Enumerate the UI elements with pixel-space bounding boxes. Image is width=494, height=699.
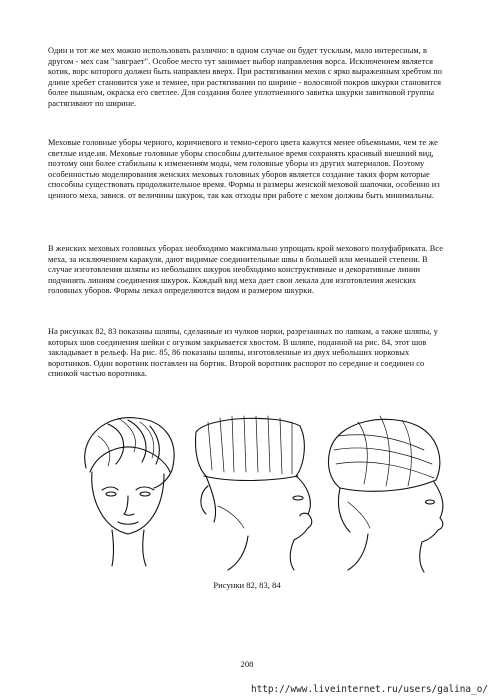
- paragraph-figure-description: На рисунках 82, 83 показаны шляпы, сделанные из чулков норки, разрезанных по лапкам, а также шляпы, у которых шов соединения шейки с огузком закрывается хвостом. В шляпе, поданной на рис. 84, этот шов закладывает в рельеф. На рис. 85, 86 показаны шляпы, изготовленные из двух небольших норковых воротников. Один воротник поставлен на бортик. Второй воротник распорот по середине и соединен со спинкой частью воротника.: [48, 327, 438, 379]
- figure-caption: Рисунки 82, 83, 84: [213, 580, 281, 590]
- paragraph-fur-direction: Один и тот же мех можно использовать различно: в одном случае он будет тусклым, мало интересным, в другом - мех сам "завграет". Особое место тут занимает выбор направления ворса. Исключением является котик, ворс которого должен быть направлен вверх. При растягивании мехов с ярко выраженным хребтом по длине хребет становится уже и темнее, при растягивании по ширине - волосяной покров шкурки становится более пышным, окраска его светлее. Для создания более уплотненного завитка шкурки завитковой группы растягивают по ширине.: [48, 46, 442, 108]
- hats-illustration: [68, 406, 448, 576]
- page-number: 208: [240, 659, 254, 669]
- watermark-url: http://www.liveinternet.ru/users/galina_o/: [250, 684, 488, 695]
- paragraph-hat-colors: Меховые головные уборы черного, коричневого и темно-серого цвета кажутся менее объемными, чем те же светлые изде.ия. Меховые головные уборы способны длительное время сохранять красивый внешний вид, поэтому они более стабильны к изменениям моды, чем головные уборы из других материалов. Поэтому особенностью моделирования женских меховых головных уборов является создание таких форм которые способны существовать продолжительное время. Формы и размеры женской меховой шапочки, особенно из ценного меха, завися. от величины шкурок, так как отходы при работе с мехом должны быть минимальны.: [48, 138, 440, 200]
- paragraph-cutting: В женских меховых головных уборах необходимо максимально упрощать крой мехового полуфабриката. Все меха, за исключением каракуля, дают видимые соединительные швы в большей или меньшей степени. В случае изготовления шляпы из небольших шкурок необходимо конструктивные и декоративные линии подчинять линиям соединения шкурок. Каждый вид меха дает свои лекала для изготовления женских головных уборов. Формы лекал определяются видом и размером шкурки.: [48, 244, 443, 296]
- turban-front-figure: [85, 418, 174, 566]
- fur-turban-profile-figure: [328, 416, 442, 572]
- fur-hat-profile-figure: [195, 416, 311, 570]
